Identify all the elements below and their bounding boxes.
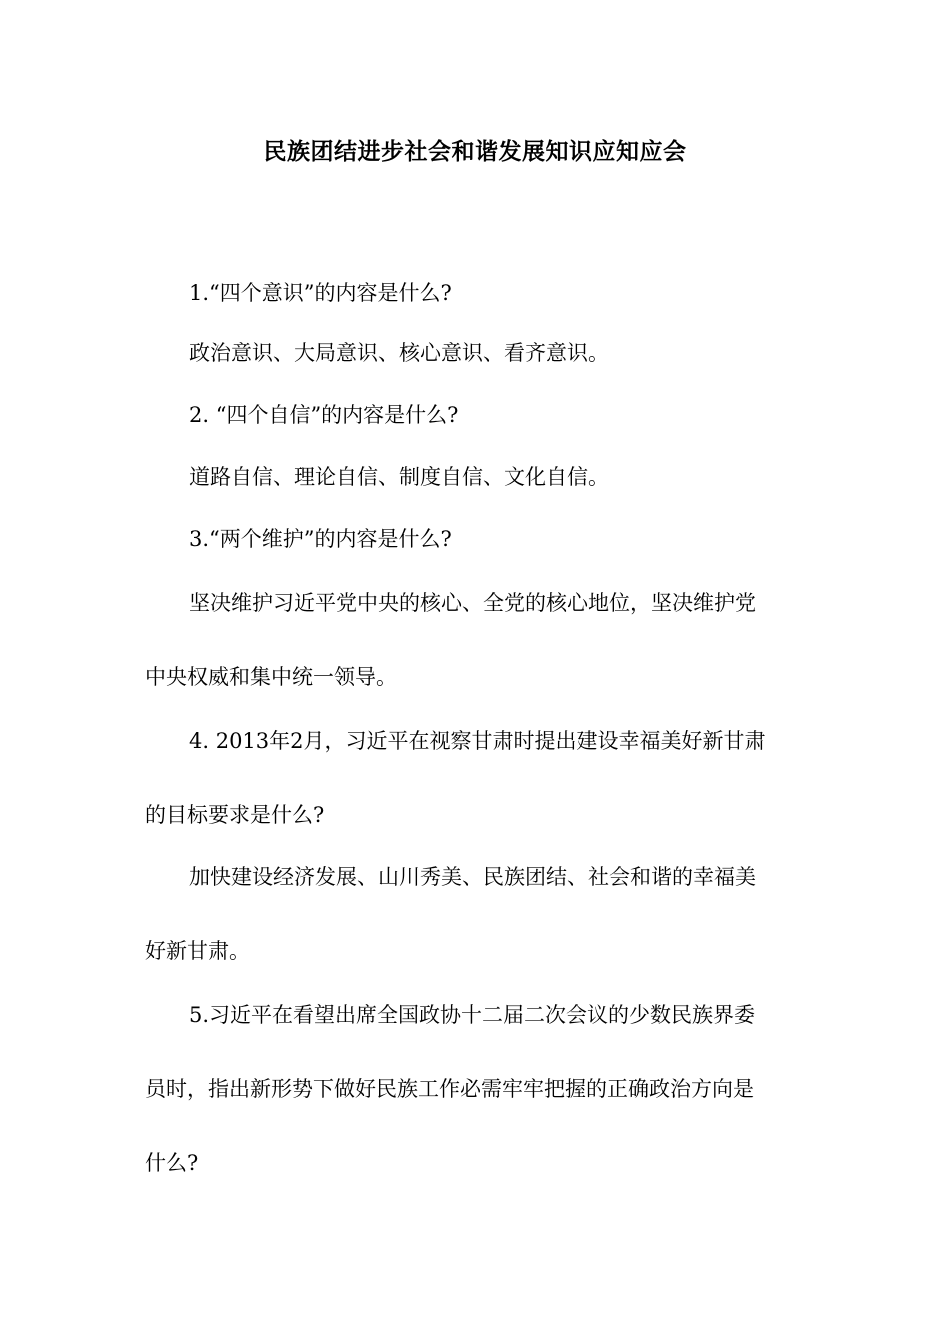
answer-4-line-2: 好新甘肃。: [145, 939, 250, 963]
answer-3-line-1: 坚决维护习近平党中央的核心、全党的核心地位，坚决维护党: [189, 591, 756, 615]
answer-3-line-2: 中央权威和集中统一领导。: [145, 665, 397, 689]
answer-2: 道路自信、理论自信、制度自信、文化自信。: [189, 465, 609, 489]
question-2: 2. “四个自信”的内容是什么?: [189, 403, 459, 427]
question-3: 3.“两个维护”的内容是什么?: [189, 527, 452, 551]
question-5-line-2: 员时，指出新形势下做好民族工作必需牢牢把握的正确政治方向是: [145, 1077, 754, 1101]
question-4-line-2: 的目标要求是什么?: [145, 803, 325, 827]
document-title: 民族团结进步社会和谐发展知识应知应会: [263, 138, 687, 165]
question-5-line-3: 什么?: [145, 1151, 199, 1175]
answer-4-line-1: 加快建设经济发展、山川秀美、民族团结、社会和谐的幸福美: [189, 865, 756, 889]
answer-1: 政治意识、大局意识、核心意识、看齐意识。: [189, 341, 609, 365]
question-5-line-1: 5.习近平在看望出席全国政协十二届二次会议的少数民族界委: [189, 1003, 756, 1027]
question-1: 1.“四个意识”的内容是什么?: [189, 281, 452, 305]
question-4-line-1: 4. 2013年2月，习近平在视察甘肃时提出建设幸福美好新甘肃: [189, 729, 766, 753]
